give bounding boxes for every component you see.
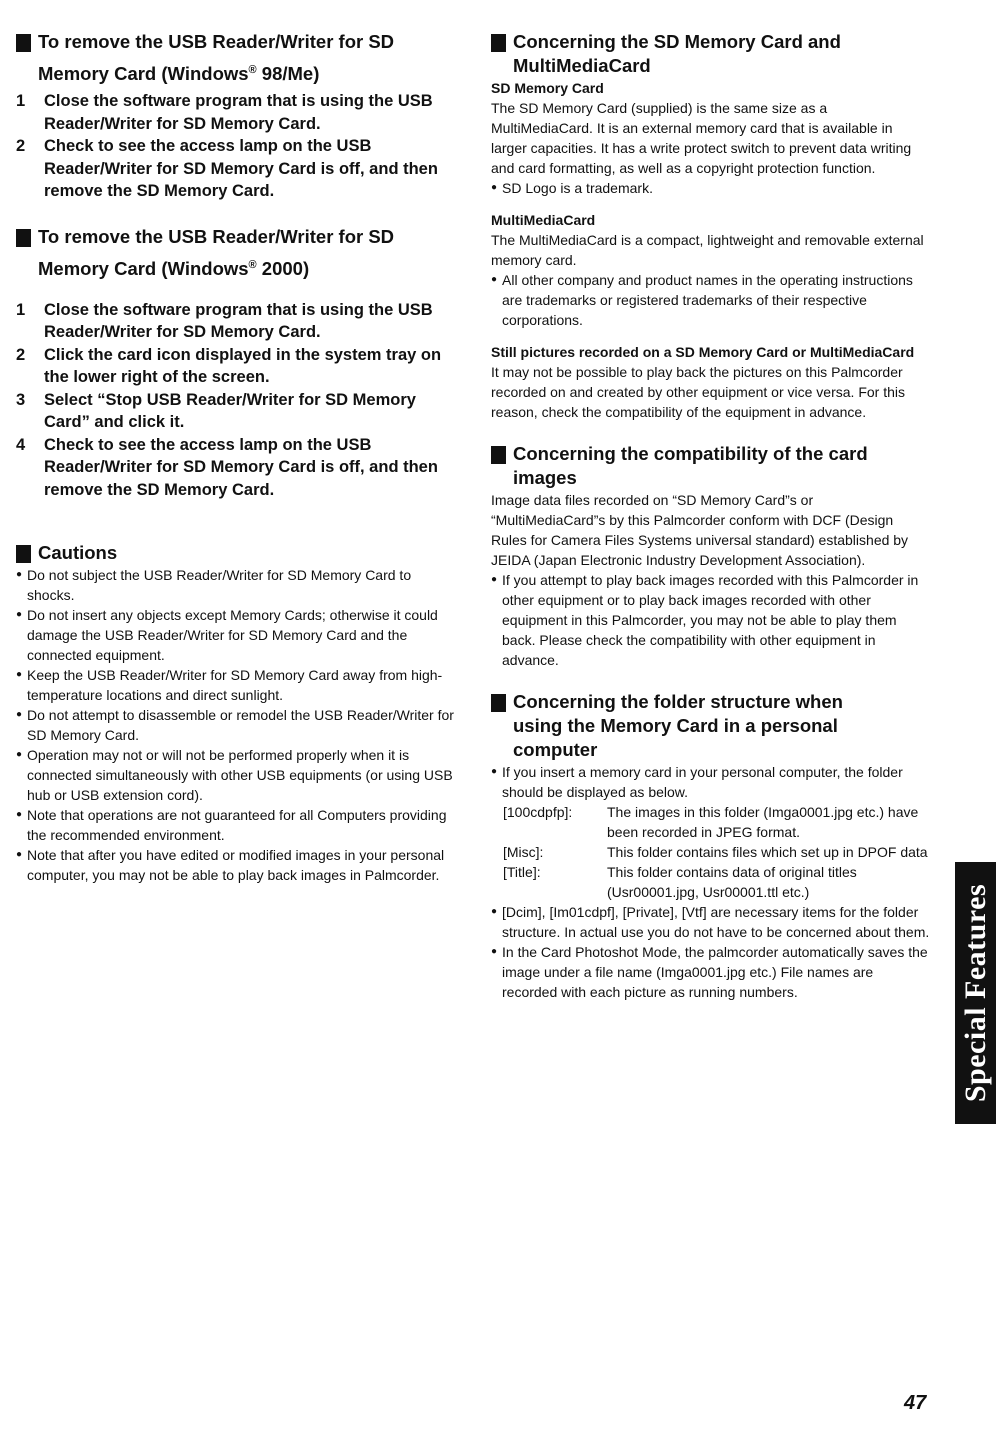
left-column	[16, 30, 456, 885]
caution-item: ● Do not subject the USB Reader/Writer for SD Memory Card to shocks.	[16, 567, 412, 604]
steps-98me	[16, 90, 456, 203]
heading-marker	[16, 229, 31, 247]
step: 1 Close the software program that is using the USB Reader/Writer for SD Memory Card.	[16, 300, 433, 342]
caution-item: ● Do not attempt to disassemble or remodel the USB Reader/Writer for SD Memory Card.	[16, 707, 454, 744]
heading-cautions: Cautions	[16, 541, 456, 565]
photoshot-note: ● In the Card Photoshot Mode, the palmcorder automatically saves the image under a file name (Imga0001.jpg etc.) File names are recorded with each picture as running numbers.	[491, 944, 928, 1000]
folder-structure-note: ● [Dcim], [Im01cdpf], [Private], [Vtf] are necessary items for the folder structure. In actual use you do not have to be concerned about them.	[491, 904, 930, 940]
heading-marker	[491, 446, 506, 464]
subheading-sd-memory-card: SD Memory Card	[491, 80, 604, 96]
steps-2000	[16, 299, 456, 502]
sd-logo-note: ● SD Logo is a trademark.	[491, 180, 653, 196]
heading-marker	[491, 34, 506, 52]
heading-sd-and-mmc: Concerning the SD Memory Card and MultiMediaCard	[491, 30, 931, 78]
right-column	[491, 30, 931, 1002]
caution-item: ● Note that operations are not guaranteed for all Computers providing the recommended environment.	[16, 807, 447, 844]
subheading-multimediacard: MultiMediaCard	[491, 212, 596, 228]
step: 2 Check to see the access lamp on the USB Reader/Writer for SD Memory Card is off, and then remove the SD Memory Card.	[16, 137, 438, 201]
compatibility-note: ● If you attempt to play back images recorded with this Palmcorder in other equipment or to play back images recorded with other equipment in this Palmcorder, you may not be able to play them back. Please check the compatibility with other equipment in advance.	[491, 572, 919, 668]
trademark-note: ● All other company and product names in the operating instructions are trademarks or registered trademarks of their respective corporations.	[491, 272, 913, 328]
heading-remove-98me: To remove the USB Reader/Writer for SD Memory Card (Windows® 98/Me)	[16, 30, 456, 86]
compatibility-text: Image data files recorded on “SD Memory Card”s or “MultiMediaCard”s by this Palmcorder conform with DCF (Design Rules for Camera Files Systems universal standard) established by JEIDA (Japan Electronic Industry Development Association).	[491, 492, 909, 568]
folder-row: [Title]: This folder contains data of original titles (Usr00001.jpg, Usr00001.ttl etc.)	[503, 864, 857, 900]
heading-marker	[491, 694, 506, 712]
heading-compatibility: Concerning the compatibility of the card images	[491, 442, 931, 490]
folder-row: [100cdpfp]: The images in this folder (Imga0001.jpg etc.) have been recorded in JPEG format.	[503, 804, 919, 840]
page-number: 47	[904, 1392, 927, 1414]
heading-folder-structure: Concerning the folder structure when using the Memory Card in a personal computer	[491, 690, 931, 762]
step: 2 Click the card icon displayed in the system tray on the lower right of the screen.	[16, 345, 442, 387]
caution-item: ● Operation may not or will not be performed properly when it is connected simultaneously with other USB equipments (or using USB hub or USB extension cord).	[16, 747, 453, 804]
cautions-list	[16, 565, 456, 885]
side-section-tab: Special Features	[955, 862, 996, 1124]
heading-marker	[16, 545, 31, 563]
caution-item: ● Note that after you have edited or modified images in your personal computer, you may not be able to play back images in Palmcorder.	[16, 847, 445, 884]
heading-remove-2000: To remove the USB Reader/Writer for SD Memory Card (Windows® 2000)	[16, 225, 456, 281]
folder-list	[503, 802, 931, 902]
caution-item: ● Do not insert any objects except Memory Cards; otherwise it could damage the USB Reader/Writer for SD Memory Card and the connected equipment.	[16, 607, 438, 664]
mmc-text: The MultiMediaCard is a compact, lightweight and removable external memory card.	[491, 232, 924, 268]
folder-intro-note: ● If you insert a memory card in your personal computer, the folder should be displayed as below.	[491, 764, 903, 800]
step: 3 Select “Stop USB Reader/Writer for SD Memory Card” and click it.	[16, 390, 416, 432]
sd-card-text: The SD Memory Card (supplied) is the same size as a MultiMediaCard. It is an external memory card that is available in larger capacities. It has a write protect switch to prevent data writing and card formatting, as well as a copyright protection function.	[491, 100, 912, 176]
step: 4 Check to see the access lamp on the USB Reader/Writer for SD Memory Card is off, and then remove the SD Memory Card.	[16, 435, 438, 499]
still-pictures-text: It may not be possible to play back the pictures on this Palmcorder recorded on and created by other equipment or vice versa. For this reason, check the compatibility of the equipment in advance.	[491, 364, 905, 420]
heading-marker	[16, 34, 31, 52]
folder-row: [Misc]: This folder contains files which set up in DPOF data	[503, 844, 928, 860]
step: 1 Close the software program that is using the USB Reader/Writer for SD Memory Card.	[16, 92, 433, 133]
subheading-still-pictures: Still pictures recorded on a SD Memory Card or MultiMediaCard	[491, 344, 915, 360]
caution-item: ● Keep the USB Reader/Writer for SD Memory Card away from high-temperature locations and direct sunlight.	[16, 667, 443, 704]
